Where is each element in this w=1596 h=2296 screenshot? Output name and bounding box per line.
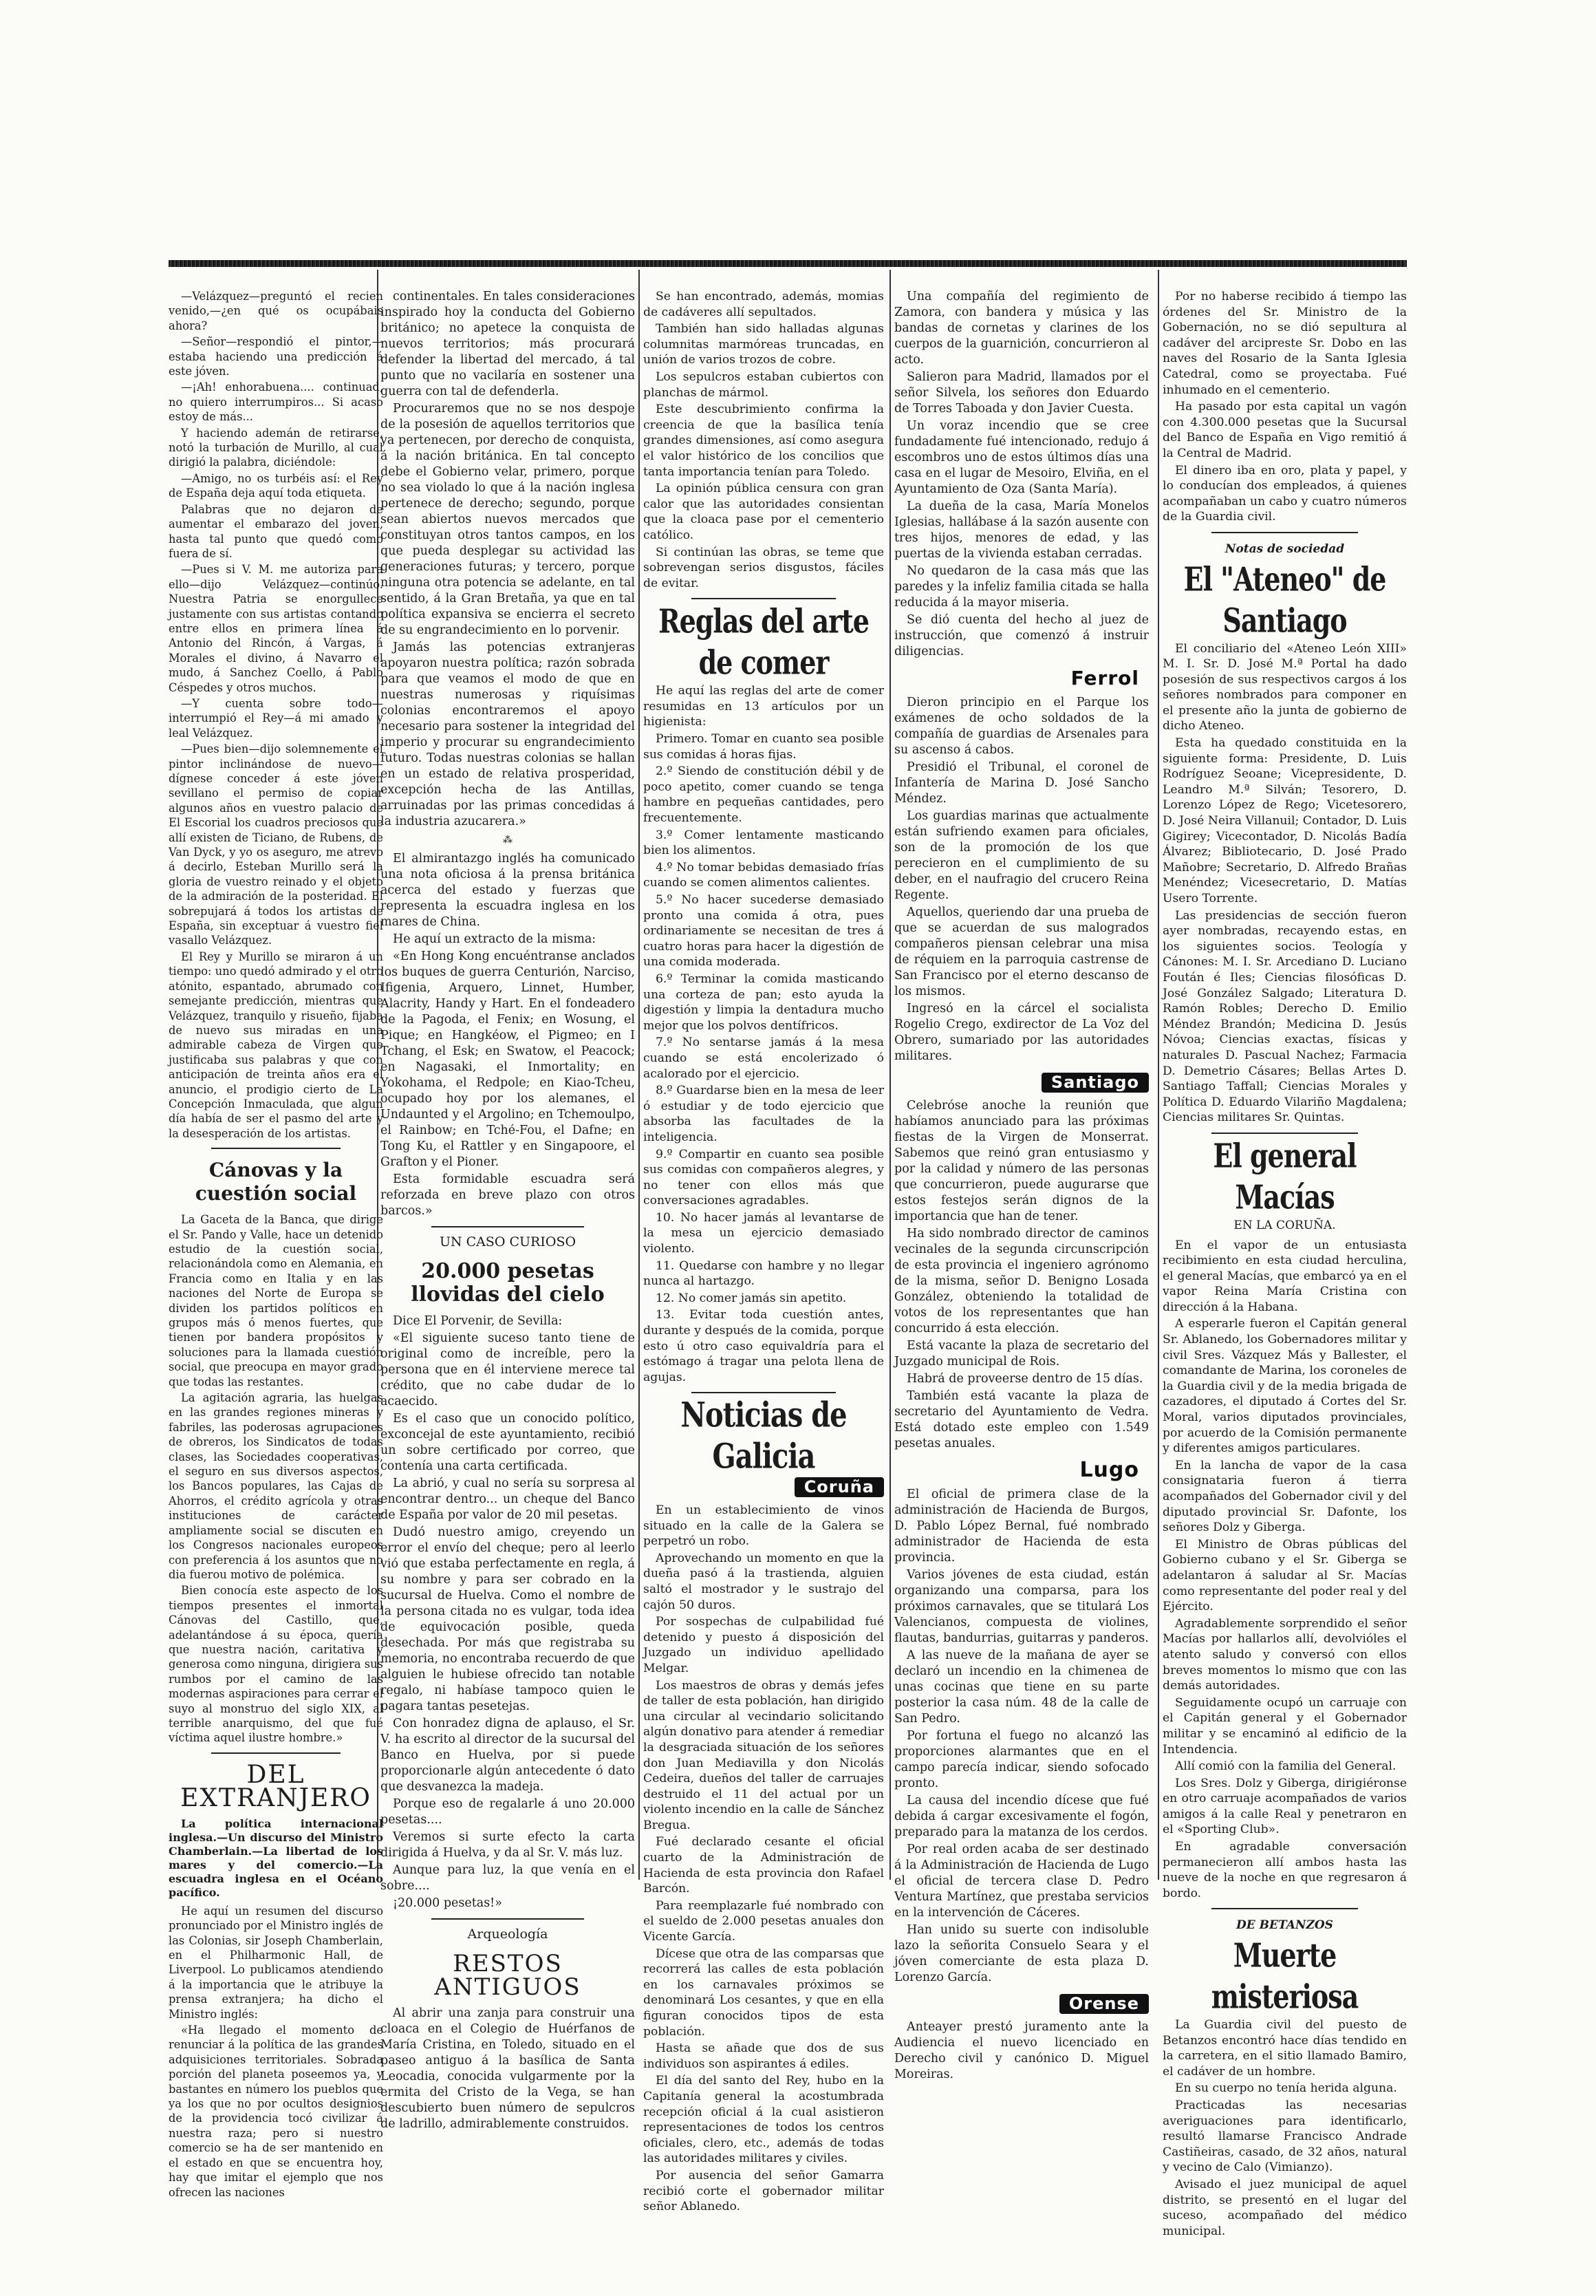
paragraph: Con honradez digna de aplauso, el Sr. V. ha escrito al director de la sucursal del Banco en Huelva, por si puede proporcionarle algún antecedente ó dato que desvanezca la madeja. bbox=[380, 1717, 635, 1794]
headline-pesetas: 20.000 pesetas llovidas del cielo bbox=[411, 1259, 605, 1307]
paragraph: continentales. En tales consideraciones inspirado hoy la conducta del Gobierno británico; no apetece la conquista de nuevos territorios; más procurará defender la libertad del mercado, á tal punto que no vacilaría en sostener una guerra con tal de defenderla. bbox=[380, 290, 635, 398]
column-divider bbox=[889, 270, 891, 1880]
column-5 bbox=[1163, 289, 1407, 2240]
paragraph: Veremos si surte efecto la carta dirigida á Huelva, y da al Sr. V. más luz. bbox=[380, 1830, 635, 1860]
paragraph: La dueña de la casa, María Monelos Iglesias, hallábase á la sazón ausente con tres hijos, menores de edad, y las puertas de la vivienda estaban cerradas. bbox=[894, 500, 1149, 561]
section-label: Ferrol bbox=[1070, 667, 1139, 689]
paragraph: He aquí las reglas del arte de comer resumidas en 13 artículos por un higienista: bbox=[643, 684, 884, 729]
paragraph: Ingresó en la cárcel el socialista Rogelio Crego, exdirector de La Voz del Obrero, sumariado por las autoridades militares. bbox=[894, 1002, 1149, 1063]
divider bbox=[431, 1226, 584, 1227]
paragraph: También han sido halladas algunas columnitas marmóreas truncadas, en unión de varios trozos de cobre. bbox=[643, 322, 884, 367]
paragraph: Dícese que otra de las comparsas que recorrerá las calles de esta población en los carnavales próximos se denominará Los cesantes, y que en ella figuran conocidos tipos de esta población. bbox=[643, 1946, 884, 2039]
paragraph: En un establecimiento de vinos situado en la calle de la Galera se perpetró un robo. bbox=[643, 1503, 884, 1549]
paragraph: —¡Ah! enhorabuena.... continuad, no quiero interrumpiros... Si acaso estoy de más... bbox=[169, 380, 383, 424]
paragraph: El Ministro de Obras públicas del Gobierno cubano y el Sr. Giberga se adelantaron á saludar al Sr. Macías como representante del poder real y del Ejército. bbox=[1163, 1537, 1407, 1614]
column-divider bbox=[638, 270, 640, 1880]
divider bbox=[211, 1752, 340, 1754]
paragraph: «En Hong Kong encuéntranse anclados los buques de guerra Centurión, Narciso, Ifigenia, Arquero, Linnet, Humber, Alacrity, Handy y Hart. En el fondeadero de la Pagoda, el Fenix; en Wosung, el Pique; en Hangkéow, el Pigmeo; en I Tchang, el Esk; en Swatow, el Peacock; en Nagasaki, el Inmortality; en Yokohama, el Redpole; en Kiao-Tcheu, ocupado hoy por los alemanes, el Undaunted y el Argolino; en Tchemoulpo, el Rainbow; en Tché-Fou, el Dafne; en Tong Ku, el Rattler y en Singapoore, el Grafton y el Pioner. bbox=[380, 949, 635, 1169]
paragraph: Presidió el Tribunal, el coronel de Infantería de Marina D. José Sancho Méndez. bbox=[894, 760, 1149, 806]
column-1 bbox=[169, 289, 383, 2201]
paragraph: Si continúan las obras, se teme que sobrevengan serios disgustos, fáciles de evitar. bbox=[643, 545, 884, 590]
column-3 bbox=[643, 289, 884, 2216]
paragraph: Los maestros de obras y demás jefes de taller de esta población, han dirigido una circular al vecindario solicitando algún donativo para atender á remediar la desgraciada situación de los señores don Juan Mediavilla y don Nicolás Cedeira, dueños del taller de carruajes destruido el 11 del actual por un violento incendio en la calle de Sánchez Bregua. bbox=[643, 1678, 884, 1832]
paragraph: En el vapor de un entusiasta recibimiento en esta ciudad herculina, el general Macías, que embarcó ya en el vapor Reina María Cristina con dirección á la Habana. bbox=[1163, 1238, 1407, 1314]
paragraph: 8.º Guardarse bien en la mesa de leer ó estudiar y de todo ejercicio que absorba las facultades de la inteligencia. bbox=[643, 1084, 884, 1144]
headline-notas-sociedad: Notas de sociedad bbox=[1225, 541, 1345, 556]
headline-noticias-galicia: Noticias de Galicia bbox=[680, 1395, 847, 1477]
section-label: Santiago bbox=[1042, 1073, 1149, 1093]
divider bbox=[1211, 1908, 1358, 1909]
paragraph: Bien conocía este aspecto de los tiempos presentes el inmortal Cánovas del Castillo, que, adelantándose á su época, quería que nuestra nación, caritativa y generosa como ninguna, dirigiera sus rumbos por el camino de las modernas aspiraciones para cerrar el suyo al monstruo del siglo XIX, al terrible anarquismo, del que fué víctima aquel ilustre hombre.» bbox=[169, 1584, 383, 1745]
paragraph: También está vacante la plaza de secretario del Ayuntamiento de Vedra. Está dotado este empleo con 1.549 pesetas anuales. bbox=[894, 1389, 1149, 1450]
paragraph: La abrió, y cual no sería su sorpresa al encontrar dentro... un cheque del Banco de España por valor de 20 mil pesetas. bbox=[380, 1477, 635, 1522]
paragraph: Porque eso de regalarle á uno 20.000 pesetas.... bbox=[380, 1797, 635, 1827]
paragraph: 5.º No hacer sucederse demasiado pronto una comida á otra, pues ordinariamente se necesitan de tres á cuatro horas para hacer la digestión de una comida moderada. bbox=[643, 893, 884, 969]
section-label: Lugo bbox=[1079, 1458, 1139, 1482]
section-label: Orense bbox=[1059, 1994, 1149, 2014]
paragraph: A esperarle fueron el Capitán general Sr. Ablanedo, los Gobernadores militar y civil Sres. Vázquez Más y Ballester, el comandante de Marina, los coroneles de la Guardia civil y de la media brigada de cazadores, el diputado á Cortes del Sr. Moral, varios diputados provinciales, por acuerdo de la Comisión permanente y diferentes amigos particulares. bbox=[1163, 1317, 1407, 1456]
paragraph: —Velázquez—preguntó el recien venido,—¿en qué os ocupábais ahora? bbox=[169, 290, 383, 332]
headline-muerte-misteriosa: Muerte misteriosa bbox=[1211, 1935, 1359, 2016]
section-label: Coruña bbox=[795, 1477, 884, 1497]
paragraph: En su cuerpo no tenía herida alguna. bbox=[1175, 2081, 1397, 2096]
paragraph: Es el caso que un conocido político, exconcejal de este ayuntamiento, recibió un sobre certificado por correo, que contenía una carta certificada. bbox=[380, 1412, 635, 1473]
paragraph: 6.º Terminar la comida masticando una corteza de pan; esto ayuda la digestión y limpia la dentadura mucho mejor que los polvos dentífricos. bbox=[643, 972, 884, 1033]
paragraph: Ha sido nombrado director de caminos vecinales de la segunda circunscripción de esta provincia el ingeniero agrónomo de la misma, señor D. Benigno Losada González, obteniendo la totalidad de votos de los representantes que han concurrido á esta elección. bbox=[894, 1227, 1149, 1335]
headline-general-macias: El general Macías bbox=[1213, 1136, 1357, 1216]
divider bbox=[691, 598, 836, 599]
section-header-ferrol bbox=[894, 668, 1149, 689]
headline-extranjero: DEL EXTRANJERO bbox=[180, 1760, 371, 1812]
paragraph: Una compañía del regimiento de Zamora, con bandera y música y las bandas de cornetas y clarines de los cuerpos de la guarnición, concurrieron al acto. bbox=[894, 290, 1149, 367]
paragraph: No quedaron de la casa más que las paredes y la infeliz familia citada se halla reducida á la mayor miseria. bbox=[894, 564, 1149, 610]
paragraph: He aquí un resumen del discurso pronunciado por el Ministro inglés de las Colonias, sir Joseph Chamberlain, en el Philharmonic Hall, de Liverpool. Lo publicamos atendiendo á la importancia que le atribuye la prensa extranjera; ha dicho el Ministro inglés: bbox=[169, 1904, 383, 2021]
paragraph: La causa del incendio dícese que fué debida á cargar excesivamente el fogón, preparado para la matanza de los cerdos. bbox=[894, 1794, 1149, 1839]
top-rule bbox=[169, 260, 1407, 267]
paragraph: Los sepulcros estaban cubiertos con planchas de mármol. bbox=[643, 369, 884, 400]
column-2 bbox=[380, 289, 635, 2134]
paragraph: Aprovechando un momento en que la dueña pasó á la trastienda, alguien saltó el mostrador y le sustrajo del cajón 50 duros. bbox=[643, 1551, 884, 1612]
paragraph: El dinero iba en oro, plata y papel, y lo conducían dos empleados, á quienes acompañaban un cabo y cuatro números de la Guardia civil. bbox=[1163, 463, 1407, 524]
headline-restos: RESTOS ANTIGUOS bbox=[434, 1950, 581, 2001]
paragraph: Dieron principio en el Parque los exámenes de ocho soldados de la compañía de guardias de Arsenales para su ascenso á cabos. bbox=[894, 696, 1149, 757]
paragraph: Esta ha quedado constituida en la siguiente forma: Presidente, D. Luis Rodríguez Seoane; Vicepresidente, D. Leandro M.ª Silván; Tesorero, D. Lorenzo López de Rego; Vicetesorero, D. José Neira Villanuil; Contador, D. Luis Gigirey; Vicecontador, D. Nicolás Badía Álvarez; Bibliotecario, D. José Prado Mañobre; Secretario, D. Alfredo Brañas Menéndez; Vicesecretario, D. Matías Usero Torrente. bbox=[1163, 736, 1407, 905]
paragraph: «El siguiente suceso tanto tiene de original como de increíble, pero la persona que en él interviene merece tal crédito, que no cabe dudar de lo acaecido. bbox=[380, 1331, 635, 1408]
paragraph: El día del santo del Rey, hubo en la Capitanía general la acostumbrada recepción oficial á la cual asistieron representaciones de todos los centros oficiales, clero, etc., además de todas las autoridades militares y civiles. bbox=[643, 2074, 884, 2166]
paragraph: Por sospechas de culpabilidad fué detenido y puesto á disposición del Juzgado un individuo apellidado Melgar. bbox=[643, 1615, 884, 1675]
paragraph: —Señor—respondió el pintor,—estaba haciendo una predicción á este jóven. bbox=[169, 335, 383, 378]
paragraph: Por fortuna el fuego no alcanzó las proporciones alarmantes que en el campo parecía indicar, siendo sofocado pronto. bbox=[894, 1729, 1149, 1790]
lead-summary: La política internacional inglesa.—Un discurso del Ministro Chamberlain.—La libertad de los mares y del comercio.—La escuadra inglesa en el Océano pacífico. bbox=[169, 1816, 383, 1899]
paragraph: —Amigo, no os turbéis así: el Rey de España deja aquí toda etiqueta. bbox=[169, 471, 383, 500]
paragraph: Avisado el juez municipal de aquel distrito, se presentó en el lugar del suceso, acompañado del médico municipal. bbox=[1163, 2177, 1407, 2238]
paragraph: Procuraremos que no se nos despoje de la posesión de aquellos territorios que ya pertenecen, por derecho de conquista, á la nación británica. En tal concepto debe el Gobierno velar, primero, porque no sea violado lo que á la nación inglesa pertenece de derecho; segundo, porque sean abiertos nuevos mercados que constituyan otros tantos campos, en los que pueda desplegar su actividad las generaciones futuras; y tercero, porque ninguna otra potencia se adelante, en tal sentido, á la Gran Bretaña, ya que en tal política expansiva se encierra el secreto de su engrandecimiento en lo porvenir. bbox=[380, 402, 635, 637]
headline-reglas: Reglas del arte de comer bbox=[658, 601, 869, 682]
section-header-santiago bbox=[894, 1073, 1149, 1093]
divider bbox=[1211, 1133, 1358, 1134]
paragraph: Dudó nuestro amigo, creyendo un error el envío del cheque; pero al leerlo vió que estaba perfectamente en regla, á su nombre y para ser cobrado en la sucursal de Huelva. Como el nombre de la persona citada no es vulgar, toda idea de equivocación posible, queda desechada. Por más que registraba su memoria, no encontraba recuerdo de que alguien le hubiese ofrecido tan notable regalo, ni habíase tampoco quien le pagara tantas pesetejas. bbox=[380, 1525, 635, 1713]
paragraph: Ha pasado por esta capital un vagón con 4.300.000 pesetas que la Sucursal del Banco de España en Vigo remitió á la Central de Madrid. bbox=[1163, 400, 1407, 460]
paragraph: La Gaceta de la Banca, que dirige el Sr. Pando y Valle, hace un detenido estudio de la cuestión social, relacionándola como en Alemania, en Francia como en Italia y en las naciones del Norte de Europa se dividen los partidos políticos en grupos más ó menos fuertes, que tienen por bandera propósitos y soluciones para la llamada cuestión social, que preocupa en mayor grado que todas las restantes. bbox=[169, 1213, 383, 1388]
paragraph: La agitación agraria, las huelgas en las grandes regiones mineras y fabriles, las poderosas agrupaciones de obreros, los Sindicatos de todas clases, las Sociedades cooperativas, el seguro en sus diversos aspectos, los Bancos populares, las Cajas de Ahorros, el crédito agrícola y otras instituciones de carácter ampliamente social se discuten en los Congresos nacionales europeos con preferencia á los asuntos que no dia fuerou motivo de polémica. bbox=[169, 1391, 383, 1581]
paragraph: Han unido su suerte con indisoluble lazo la señorita Consuelo Seara y el jóven comerciante de esta plaza D. Lorenzo García. bbox=[894, 1923, 1149, 1984]
paragraph: Por ausencia del señor Gamarra recibió corte el gobernador militar señor Ablanedo. bbox=[643, 2168, 884, 2214]
paragraph: El conciliario del «Ateneo León XIII» M. I. Sr. D. José M.ª Portal ha dado posesión de sus respectivos cargos á los señores nombrados para componer en el presente año la junta de gobierno de dicho Ateneo. bbox=[1163, 641, 1407, 733]
paragraph: 10. No hacer jamás al levantarse de la mesa un ejercicio demasiado violento. bbox=[643, 1210, 884, 1256]
paragraph: ¡20.000 pesetas!» bbox=[393, 1896, 502, 1910]
paragraph: 7.º No sentarse jamás á la mesa cuando se está encolerizado ó acalorado por el ejercicio. bbox=[643, 1036, 884, 1081]
paragraph: Está vacante la plaza de secretario del Juzgado municipal de Rois. bbox=[894, 1339, 1149, 1369]
paragraph: Dice El Porvenir, de Sevilla: bbox=[393, 1314, 563, 1328]
paragraph: Anteayer prestó juramento ante la Audiencia el nuevo licenciado en Derecho civil y canónico D. Miguel Moreiras. bbox=[894, 2020, 1149, 2081]
paragraph: 13. Evitar toda cuestión antes, durante y después de la comida, porque esto ú otro caso equivaldría para el estómago á tragar una pelota llena de agujas. bbox=[643, 1308, 884, 1384]
paragraph: Varios jóvenes de esta ciudad, están organizando una comparsa, para los próximos carnavales, que se titulará Los Valencianos, compuesta de violines, flautas, bandurrias, guitarras y panderos. bbox=[894, 1568, 1149, 1645]
column-divider bbox=[1158, 270, 1159, 1880]
paragraph: 2.º Siendo de constitución débil y de poco apetito, comer cuando se tenga hambre en pequeñas cantidades, pero frecuentemente. bbox=[643, 764, 884, 826]
paragraph: 12. No comer jamás sin apetito. bbox=[656, 1291, 847, 1305]
headline-caso-curioso: UN CASO CURIOSO bbox=[439, 1234, 576, 1249]
paragraph: Este descubrimiento confirma la creencia de que la basílica tenía grandes dimensiones, así como asegura el valor histórico de los concilios que tanta importancia tenían para Toledo. bbox=[643, 403, 884, 479]
paragraph: El oficial de primera clase de la administración de Hacienda de Burgos, D. Pablo López Bernal, fué nombrado administrador de Hacienda de esta provincia. bbox=[894, 1488, 1149, 1565]
divider bbox=[211, 1148, 340, 1149]
paragraph: Hasta se añade que dos de sus individuos son aspirantes á ediles. bbox=[643, 2041, 884, 2071]
paragraph: La opinión pública censura con gran calor que las autoridades consientan que la cloaca pase por el cementerio católico. bbox=[643, 482, 884, 542]
paragraph: —Y cuenta sobre todo—interrumpió el Rey—á mi amado y leal Velázquez. bbox=[169, 696, 383, 740]
asterism: ⁂ bbox=[503, 835, 513, 846]
divider bbox=[691, 1392, 836, 1393]
section-header-coruna bbox=[643, 1477, 884, 1497]
paragraph: Primero. Tomar en cuanto sea posible sus comidas á horas fijas. bbox=[643, 732, 884, 762]
paragraph: Palabras que no dejaron de aumentar el embarazo del joven, hasta tal punto que quedó como fuera de sí. bbox=[169, 502, 383, 560]
paragraph: El almirantazgo inglés ha comunicado una nota oficiosa á la prensa británica acerca del estado y fuerzas que representa la escuadra inglesa en los mares de China. bbox=[380, 852, 635, 929]
paragraph: Allí comió con la familia del General. bbox=[1175, 1759, 1396, 1774]
paragraph: He aquí un extracto de la misma: bbox=[393, 932, 596, 946]
paragraph: «Ha llegado el momento de renunciar á la política de las grandes adquisiciones territoriales. Sobrada porción del planeta poseemos ya, y bastantes en número los pueblos que ya los que no por ocultos designios de la providencia tocó civilizar á nuestra raza; pero si nuestro comercio se ha de ser mantenido en el estado en que se encuentra hoy, hay que imitar el ejemplo que nos ofrecen las naciones bbox=[169, 2024, 383, 2199]
headline-ateneo: El "Ateneo" de Santiago bbox=[1183, 559, 1386, 639]
paragraph: Aquellos, queriendo dar una prueba de que se acuerdan de sus malogrados compañeros piensan celebrar una misa de réquiem en la parroquia castrense de San Francisco por el eterno descanso de los mismos. bbox=[894, 905, 1149, 998]
paragraph: 11. Quedarse con hambre y no llegar nunca al hartazgo. bbox=[643, 1258, 884, 1289]
headline-canovas: Cánovas y la cuestión social bbox=[195, 1159, 357, 1205]
paragraph: Practicadas las necesarias averiguaciones para identificarlo, resultó llamarse Francisco Andrade Castiñeiras, casado, de 32 años, natural y vecino de Calo (Vimianzo). bbox=[1163, 2099, 1407, 2175]
paragraph: En la lancha de vapor de la casa consignataria fueron á tierra acompañados del Gobernador civil y del diputado provincial Sr. Dafonte, los señores Dolz y Giberga. bbox=[1163, 1458, 1407, 1535]
paragraph: Celebróse anoche la reunión que habíamos anunciado para las próximas fiestas de la Virgen de Monserrat. Sabemos que reinó gran entusiasmo y por la calidad y número de las personas que concurrieron, puede augurarse que estos festejos serán dignos de la importancia que han de tener. bbox=[894, 1099, 1149, 1223]
paragraph: —Pues si V. M. me autoriza para ello—dijo Velázquez—continúo. Nuestra Patria se enorgullece justamente con sus artistas contando entre ellos en primera línea á Antonio del Rincón, á Vargas, á Morales el divino, á Navarro el mudo, á Sanchez Coello, á Pablo Céspedes y otros muchos. bbox=[169, 563, 383, 694]
divider bbox=[431, 1918, 584, 1920]
section-header-orense bbox=[894, 1994, 1149, 2014]
paragraph: —Pues bien—dijo solemnemente el pintor inclinándose de nuevo—dígnese conceder á este jóven sevillano el permiso de copiar algunos años en vuestro palacio de El Escorial los cuadros preciosos que allí existen de Ticiano, de Rubens, de Van Dyck, y yo os aseguro, me atrevo á decirlo, Esteban Murillo será la gloria de vuestro reinado y el objeto de la admiración de la posteridad. El sobrepujará á todos los artistas de España, sin exceptuar á vuestro fiel vasallo Velázquez. bbox=[169, 742, 383, 947]
paragraph: Los Sres. Dolz y Giberga, dirigiéronse en otro carruaje acompañados de varios amigos á la calle Real y penetraron en el «Sporting Club». bbox=[1163, 1776, 1407, 1837]
paragraph: Un voraz incendio que se cree fundadamente fué intencionado, redujo á escombros uno de estos últimos días una casa en el lugar de Mesoiro, Elviña, en el Ayuntamiento de Oza (Santa María). bbox=[894, 419, 1149, 496]
headline-arqueologia: Arqueología bbox=[467, 1927, 548, 1942]
paragraph: 9.º Compartir en cuanto sea posible sus comidas con compañeros alegres, y no tener con ellos más que conversaciones agradables. bbox=[643, 1147, 884, 1208]
paragraph: 3.º Comer lentamente masticando bien los alimentos. bbox=[643, 828, 884, 858]
paragraph: Los guardias marinas que actualmente están sufriendo examen para oficiales, son de la promoción de los que perecieron en el cumplimiento de su deber, en el naufragio del crucero Reina Regente. bbox=[894, 809, 1149, 902]
paragraph: Por no haberse recibido á tiempo las órdenes del Sr. Ministro de la Gobernación, no se dió sepultura al cadáver del arcipreste Sr. Dobo en las naves del Rosario de la Santa Iglesia Catedral, como se proyectaba. Fué inhumado en el cementerio. bbox=[1163, 290, 1407, 397]
column-4 bbox=[894, 289, 1149, 2084]
paragraph: Esta formidable escuadra será reforzada en breve plazo con otros barcos.» bbox=[380, 1172, 635, 1218]
paragraph: Y haciendo ademán de retirarse, notó la turbación de Murillo, al cual dirigió la palabra, diciéndole: bbox=[169, 426, 383, 469]
paragraph: Habrá de proveerse dentro de 15 días. bbox=[907, 1372, 1143, 1386]
section-header-lugo bbox=[894, 1460, 1149, 1481]
paragraph: Jamás las potencias extranjeras apoyaron nuestra política; razón sobrada para que veamos el modo de que en nuestras numerosas y riquísimas colonias encontraremos el apoyo necesario para sostener la integridad del imperio y procurar su engrandecimiento futuro. Todas nuestras colonias se hallan en un estado de relativa prosperidad, excepción hecha de las Antillas, arruinadas por las primas concedidas á la industria azucarera.» bbox=[380, 641, 635, 828]
subheadline-betanzos: DE BETANZOS bbox=[1236, 1918, 1333, 1933]
paragraph: El Rey y Murillo se miraron á un tiempo: uno quedó admirado y el otro atónito, espantado, abrumado con semejante predicción, mientras que Velázquez, tranquilo y risueño, fijaba de nuevo sus miradas en una admirable cabeza de Virgen que justificaba sus palabras y que con anticipación de treinta años era el anuncio, el prodigio cierto de La Concepción Inmaculada, que algun día había de ser el pasmo del arte y la desesperación de los artistas. bbox=[169, 949, 383, 1140]
paragraph: Salieron para Madrid, llamados por el señor Silvela, los señores don Eduardo de Torres Taboada y don Javier Cuesta. bbox=[894, 370, 1149, 416]
paragraph: A las nueve de la mañana de ayer se declaró un incendio en la chimenea de unas cocinas que tiene en su parte posterior la casa núm. 48 de la calle de San Pedro. bbox=[894, 1649, 1149, 1726]
paragraph: La Guardia civil del puesto de Betanzos encontró hace días tendido en la carretera, en el sitio llamado Bamiro, el cadáver de un hombre. bbox=[1163, 2018, 1407, 2079]
paragraph: Para reemplazarle fué nombrado con el sueldo de 2.000 pesetas anuales don Vicente García. bbox=[643, 1898, 884, 1944]
paragraph: Seguidamente ocupó un carruaje con el Capitán general y el Gobernador militar y se encaminó al edificio de la Intendencia. bbox=[1163, 1695, 1407, 1757]
paragraph: Se dió cuenta del hecho al juez de instrucción, que comenzó á instruir diligencias. bbox=[894, 613, 1149, 658]
paragraph: Se han encontrado, además, momias de cadáveres allí sepultados. bbox=[643, 290, 884, 319]
divider bbox=[1211, 532, 1358, 533]
paragraph: Agradablemente sorprendido el señor Macías por hallarlos allí, devolvióles el atento saludo y conversó con ellos breves momentos lo mismo que con las demás autoridades. bbox=[1163, 1616, 1407, 1693]
paragraph: Al abrir una zanja para construir una cloaca en el Colegio de Huérfanos de María Cristina, en Toledo, situado en el paseo antiguo á la basílica de Santa Leocadia, conocida vulgarmente por la ermita del Cristo de la Vega, se han descubierto buen número de sepulcros de ladrillo, admirablemente construidos. bbox=[380, 2006, 635, 2131]
paragraph: Fué declarado cesante el oficial cuarto de la Administración de Hacienda de esta provincia don Rafael Barcón. bbox=[643, 1835, 884, 1896]
paragraph: Las presidencias de sección fueron ayer nombradas, recayendo estas, en los siguientes socios. Teología y Cánones: M. I. Sr. Arcediano D. Luciano Foután é Iles; Ciencias filosóficas D. José González Salgado; Literatura D. Ramón Robles; Derecho D. Emilio Méndez Brandón; Medicina D. Jesús Nóvoa; Ciencias exactas, físicas y naturales D. Pascual Nachez; Farmacia D. Demetrio Cásares; Bellas Artes D. Santiago Taffall; Ciencias Morales y Política D. Eduardo Vilariño Magdalena; Ciencias militares Sr. Quintas. bbox=[1163, 908, 1407, 1125]
paragraph: Aunque para luz, la que venía en el sobre.... bbox=[380, 1863, 635, 1893]
paragraph: 4.º No tomar bebidas demasiado frías cuando se comen alimentos calientes. bbox=[643, 860, 884, 890]
paragraph: En agradable conversación permanecieron allí ambos hasta las nueve de la noche en que regresaron á bordo. bbox=[1163, 1840, 1407, 1900]
subheadline-coruna: EN LA CORUÑA. bbox=[1233, 1218, 1336, 1232]
paragraph: Por real orden acaba de ser destinado á la Administración de Hacienda de Lugo el oficial de tercera clase D. Pedro Ventura Martínez, que prestaba servicios en la intervención de Cáceres. bbox=[894, 1843, 1149, 1920]
